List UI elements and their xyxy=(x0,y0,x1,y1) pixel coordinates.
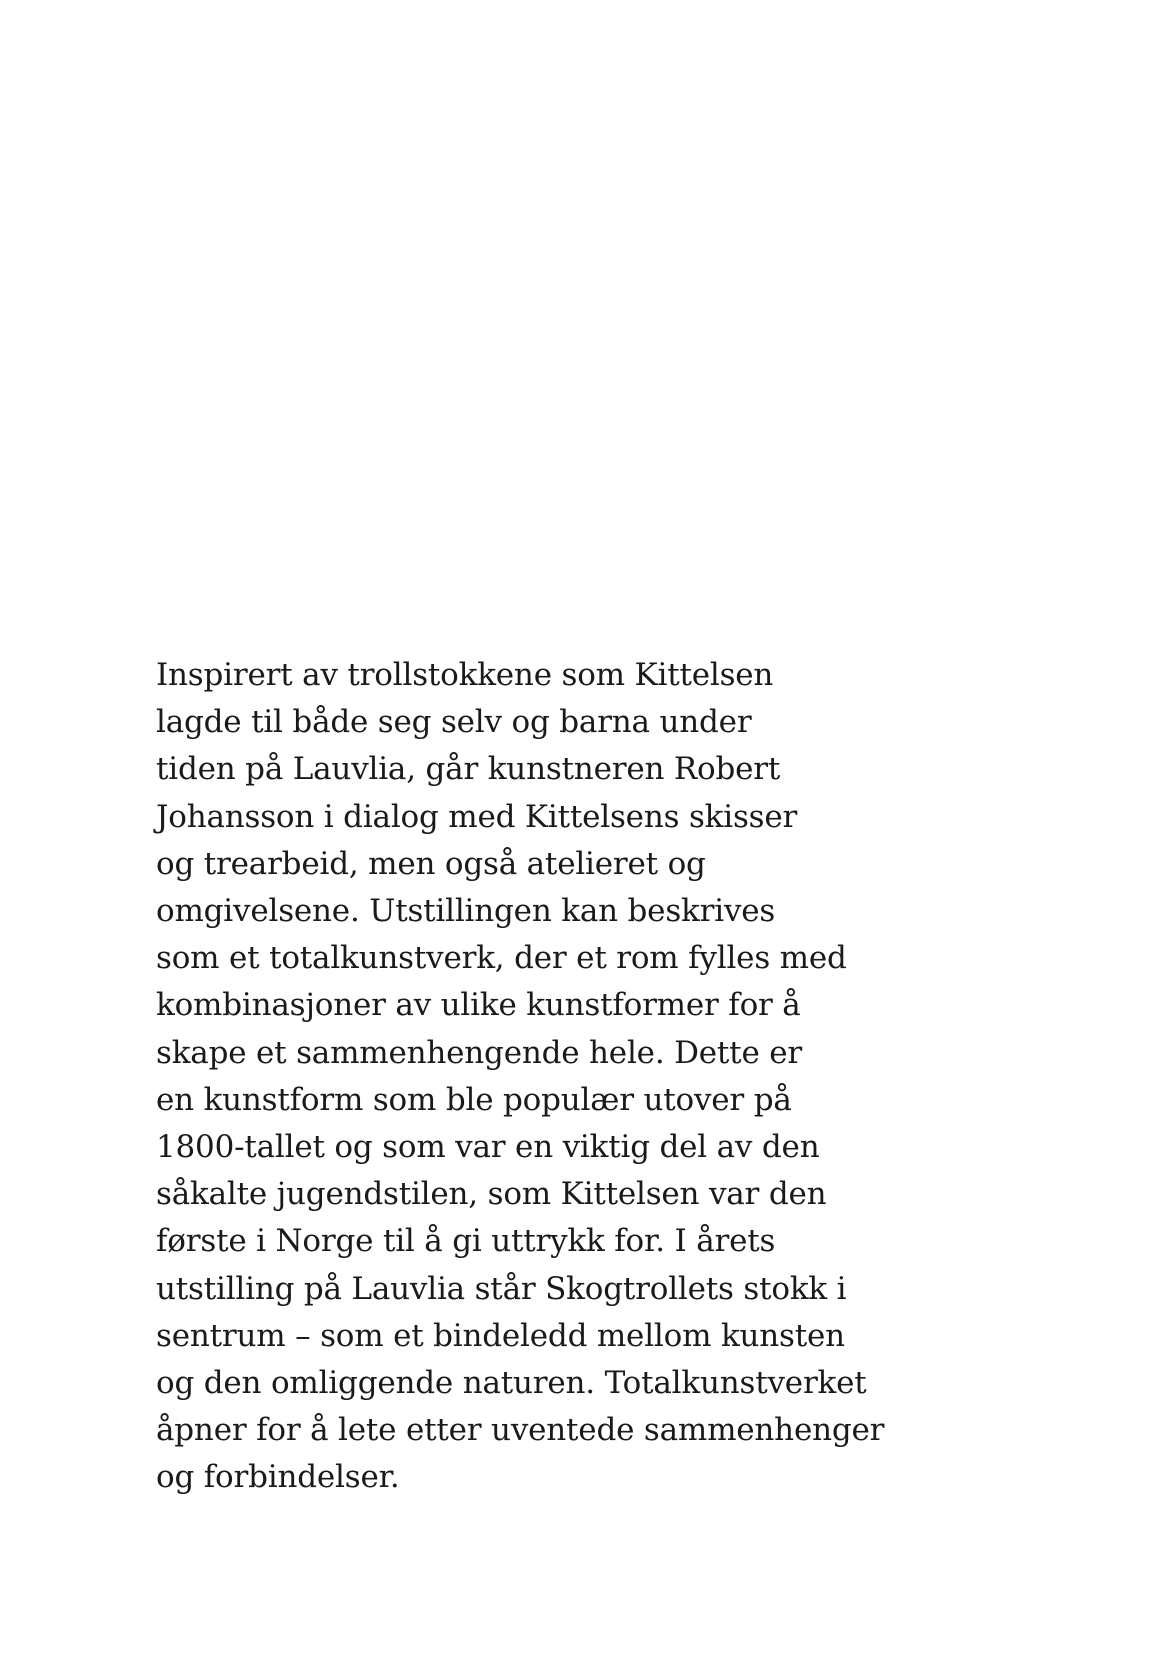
paragraph-line: sentrum – som et bindeledd mellom kunsten xyxy=(156,1317,845,1354)
paragraph-line: 1800-tallet og som var en viktig del av den xyxy=(156,1129,820,1166)
paragraph-line: en kunstform som ble populær utover på xyxy=(156,1081,792,1118)
paragraph-line: og den omliggende naturen. Totalkunstverket xyxy=(156,1365,867,1402)
paragraph-line: og trearbeid, men også atelieret og xyxy=(156,845,706,882)
paragraph-line: kombinasjoner av ulike kunstformer for å xyxy=(156,987,801,1024)
paragraph-line: som et totalkunstverk, der et rom fylles med xyxy=(156,940,847,977)
paragraph-line: første i Norge til å gi uttrykk for. I årets xyxy=(156,1223,776,1260)
paragraph-line: tiden på Lauvlia, går kunstneren Robert xyxy=(156,751,781,788)
paragraph-line: Johansson i dialog med Kittelsens skisser xyxy=(156,798,798,835)
paragraph-line: åpner for å lete etter uventede sammenhenger xyxy=(156,1412,885,1449)
body-paragraph xyxy=(156,652,916,1502)
paragraph-line: utstilling på Lauvlia står Skogtrollets stokk i xyxy=(156,1270,847,1307)
paragraph-line: skape et sammenhengende hele. Dette er xyxy=(156,1034,803,1071)
paragraph-line: og forbindelser. xyxy=(156,1459,400,1496)
paragraph-line: lagde til både seg selv og barna under xyxy=(156,704,752,741)
paragraph-line: omgivelsene. Utstillingen kan beskrives xyxy=(156,893,776,930)
paragraph-line: Inspirert av trollstokkene som Kittelsen xyxy=(156,657,774,693)
paragraph-line: såkalte jugendstilen, som Kittelsen var den xyxy=(156,1176,827,1213)
